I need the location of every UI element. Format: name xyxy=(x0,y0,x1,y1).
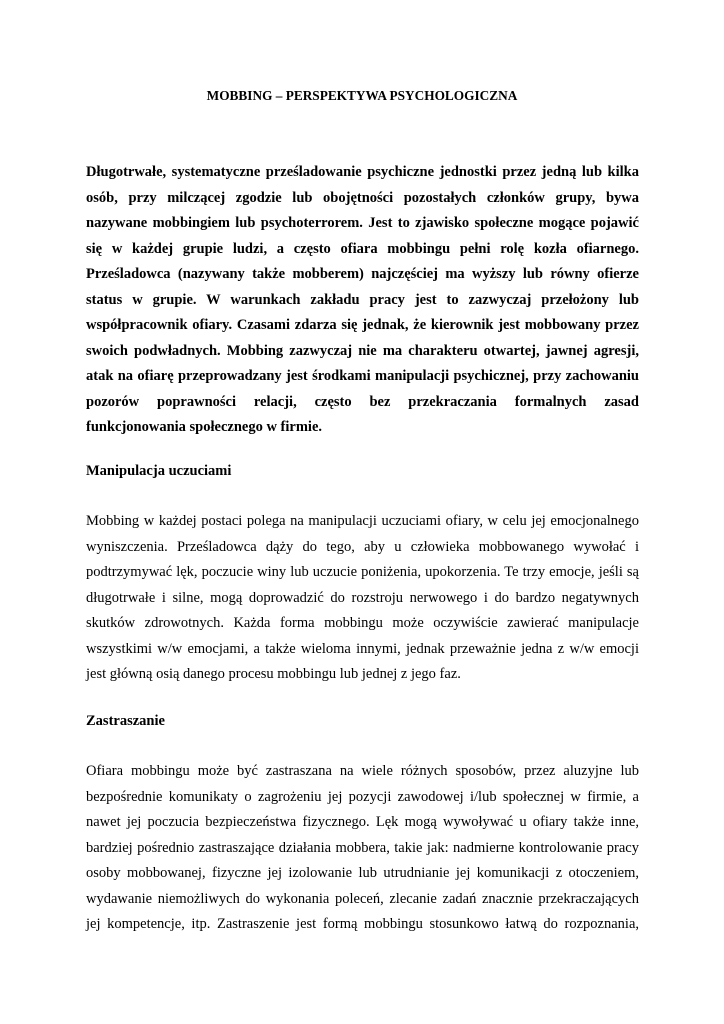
intro-paragraph: Długotrwałe, systematyczne prześladowanie psychiczne jednostki przez jedną lub kilka osób, przy milczącej zgodzie lub obojętności pozostałych członków grupy, bywa nazywane mobbingiem lub psychoterrorem. Jest to zjawisko społeczne mogące pojawić się w każdej grupie ludzi, a często ofiara mobbingu pełni rolę kozła ofiarnego. Prześladowca (nazywany także mobberem) najczęściej ma wyższy lub równy ofierze status w grupie. W warunkach zakładu pracy jest to zazwyczaj przełożony lub współpracownik ofiary. Czasami zdarza się jednak, że kierownik jest mobbowany przez swoich podwładnych. Mobbing zazwyczaj nie ma charakteru otwartej, jawnej agresji, atak na ofiarę przeprowadzany jest środkami manipulacji psychicznej, przy zachowaniu pozorów poprawności relacji, często bez przekraczania formalnych zasad funkcjonowania społecznego w firmie. xyxy=(86,164,639,436)
section-paragraph-intimidation: Ofiara mobbingu może być zastraszana na wiele różnych sposobów, przez aluzyjne lub bezpośrednie komunikaty o zagrożeniu jej pozycji zawodowej i/lub społecznej w firmie, a nawet jej poczucia bezpieczeństwa fizycznego. Lęk mogą wywoływać u ofiary także inne, bardziej pośrednio zastraszające działania mobbera, takie jak: nadmierne kontrolowanie pracy osoby mobbowanej, fizyczne jej izolowanie lub utrudnianie jej komunikacji z otoczeniem, wydawanie niemożliwych do wykonania poleceń, zlecanie zadań znacznie przekraczających jej kompetencje, itp. Zastraszenie jest formą mobbingu stosunkowo łatwą do rozpoznania, xyxy=(86,763,639,933)
section-paragraph-manipulation: Mobbing w każdej postaci polega na manipulacji uczuciami ofiary, w celu jej emocjonalnego wyniszczenia. Prześladowca dąży do tego, aby u człowieka mobbowanego wywołać i podtrzymywać lęk, poczucie winy lub uczucie poniżenia, upokorzenia. Te trzy emocje, jeśli są długotrwałe i silne, mogą doprowadzić do rozstroju nerwowego i do bardzo negatywnych skutków zdrowotnych. Każda forma mobbingu może oczywiście zawierać manipulacje wszystkimi w/w emocjami, a także wieloma innymi, jednak przeważnie jedna z w/w emocji jest główną osią danego procesu mobbingu lub jednej z jego faz. xyxy=(86,513,639,683)
section-heading-manipulation: Manipulacja uczuciami xyxy=(86,463,232,479)
document-title: MOBBING – PERSPEKTYWA PSYCHOLOGICZNA xyxy=(206,88,518,103)
section-heading-intimidation: Zastraszanie xyxy=(86,713,165,729)
